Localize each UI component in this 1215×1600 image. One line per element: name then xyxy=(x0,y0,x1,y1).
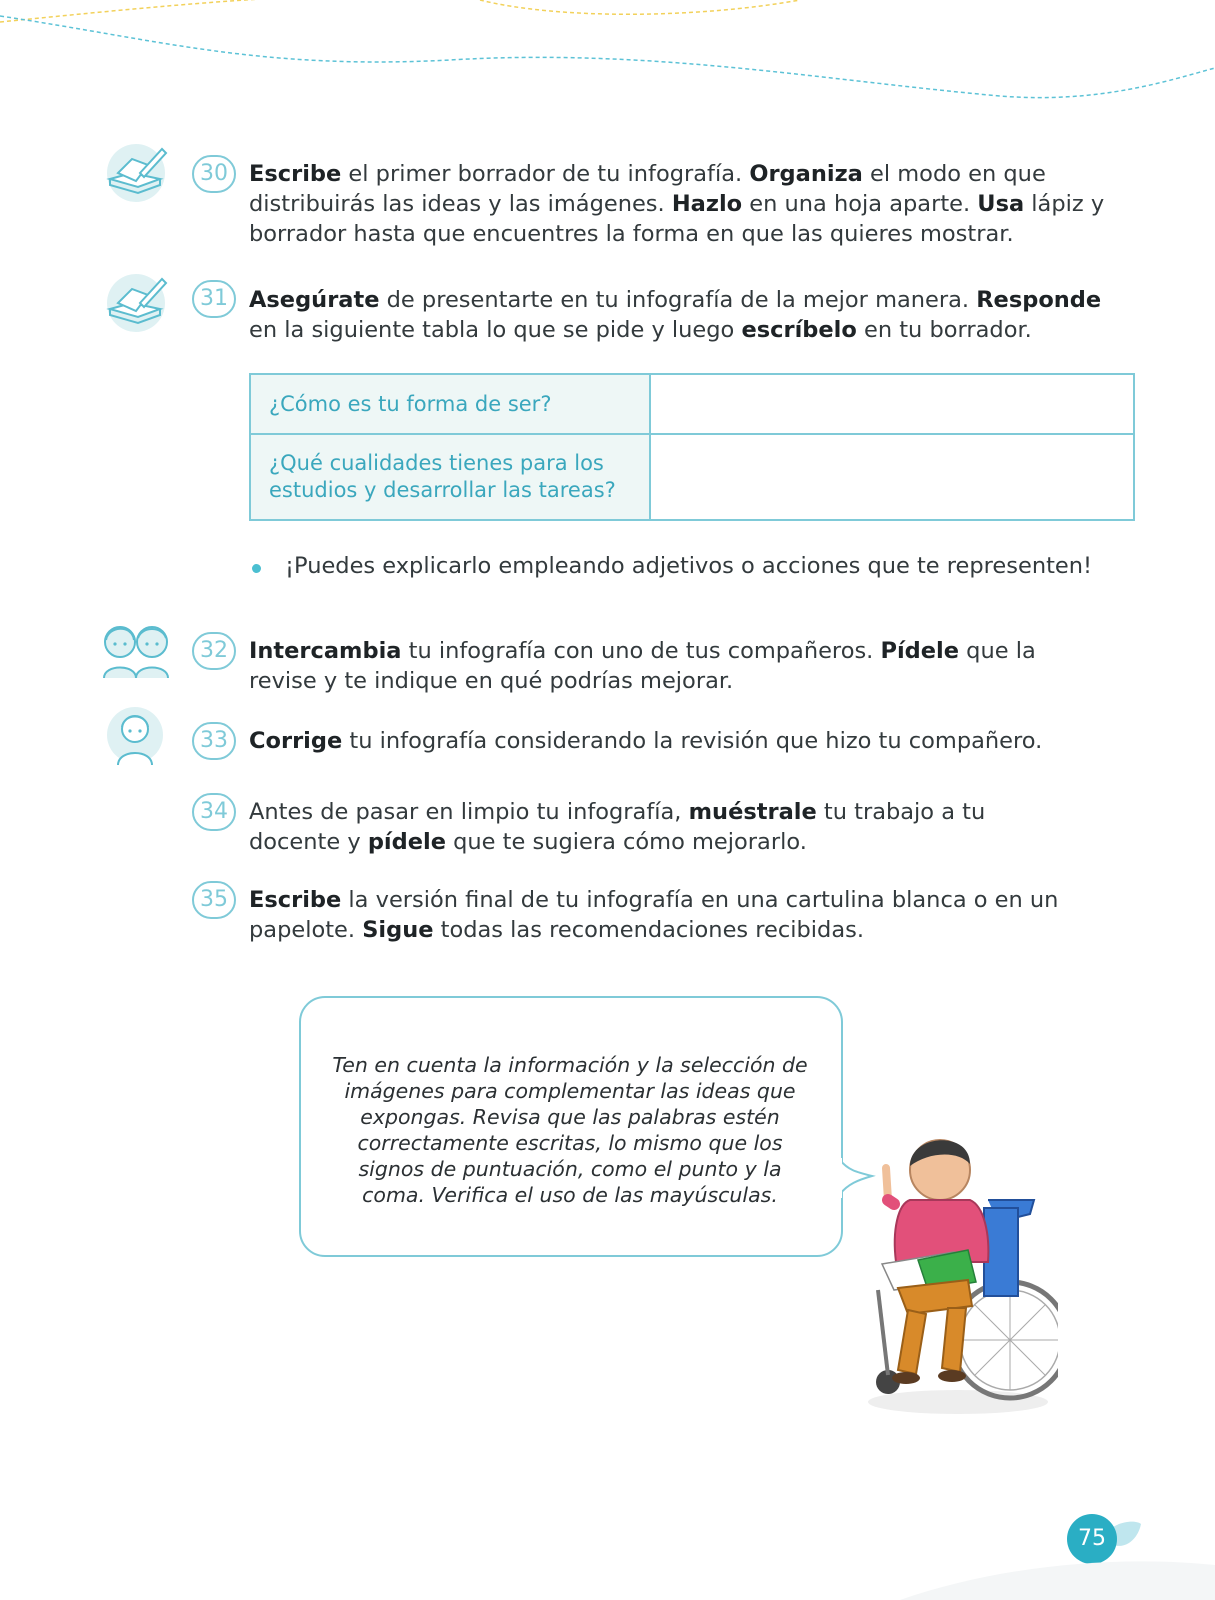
tip-text: Ten en cuenta la información y la selección de imágenes para complementar las ideas que expongas. Revisa que las palabras estén correctamente escritas, lo mismo que los signos de puntuación, como el punto y la coma. Verifica el uso de las mayúsculas. xyxy=(332,1053,808,1207)
header-wave-decoration xyxy=(0,0,1215,110)
pair-students-icon xyxy=(98,620,174,680)
action-verb: Hazlo xyxy=(671,191,743,217)
activity-instruction: Corrige tu infografía considerando la revisión que hizo tu compañero. xyxy=(249,728,1043,754)
activity-instruction: Asegúrate de presentarte en tu infografía de la mejor manera. Responde en la siguiente tabla lo que se pide y luego escríbelo en tu borrador. xyxy=(249,287,1102,343)
activity-number: 32 xyxy=(192,632,236,670)
activity-number: 35 xyxy=(192,881,236,919)
action-verb: muéstrale xyxy=(688,799,817,825)
action-verb: Escribe xyxy=(249,161,342,187)
single-student-icon xyxy=(106,705,164,767)
action-verb: Escribe xyxy=(249,887,342,913)
activity-number: 31 xyxy=(192,280,236,318)
boy-in-wheelchair-illustration xyxy=(858,1130,1058,1420)
action-verb: Pídele xyxy=(880,638,960,664)
action-verb: pídele xyxy=(367,829,446,855)
activity-instruction: Intercambia tu infografía con uno de tus compañeros. Pídele que la revise y te indique en qué podrías mejorar. xyxy=(249,638,1036,694)
activity-instruction: Escribe la versión final de tu infografía en una cartulina blanca o en un papelote. Sigue todas las recomendaciones recibidas. xyxy=(249,887,1059,943)
table-question: ¿Cómo es tu forma de ser? xyxy=(250,374,650,434)
action-verb: Corrige xyxy=(249,728,343,754)
answer-cell[interactable] xyxy=(650,434,1134,520)
table-row xyxy=(250,374,1134,434)
self-description-table xyxy=(249,373,1135,521)
writing-book-icon xyxy=(102,143,170,203)
bullet-icon xyxy=(252,564,261,573)
action-verb: escríbelo xyxy=(741,317,857,343)
activity-instruction: Antes de pasar en limpio tu infografía, muéstrale tu trabajo a tu docente y pídele que te sugiera cómo mejorarlo. xyxy=(249,799,986,855)
activity-number: 34 xyxy=(192,793,236,831)
page-number: 75 xyxy=(1067,1514,1117,1564)
action-verb: Asegúrate xyxy=(249,287,380,313)
activity-number: 30 xyxy=(192,155,236,193)
answer-cell[interactable] xyxy=(650,374,1134,434)
writing-book-icon xyxy=(102,273,170,333)
activity-number: 33 xyxy=(192,722,236,760)
action-verb: Intercambia xyxy=(249,638,402,664)
action-verb: Usa xyxy=(977,191,1025,217)
activity-instruction: Escribe el primer borrador de tu infografía. Organiza el modo en que distribuirás las ideas y las imágenes. Hazlo en una hoja aparte. Usa lápiz y borrador hasta que encuentres la forma en que las quieres mostrar. xyxy=(249,161,1105,247)
hint-bullet-text: ¡Puedes explicarlo empleando adjetivos o acciones que te representen! xyxy=(285,553,1093,579)
footer-wave-decoration xyxy=(900,1555,1215,1600)
table-question: ¿Qué cualidades tienes para los estudios y desarrollar las tareas? xyxy=(250,434,650,520)
action-verb: Responde xyxy=(976,287,1102,313)
action-verb: Organiza xyxy=(749,161,863,187)
table-row xyxy=(250,434,1134,520)
action-verb: Sigue xyxy=(362,917,434,943)
